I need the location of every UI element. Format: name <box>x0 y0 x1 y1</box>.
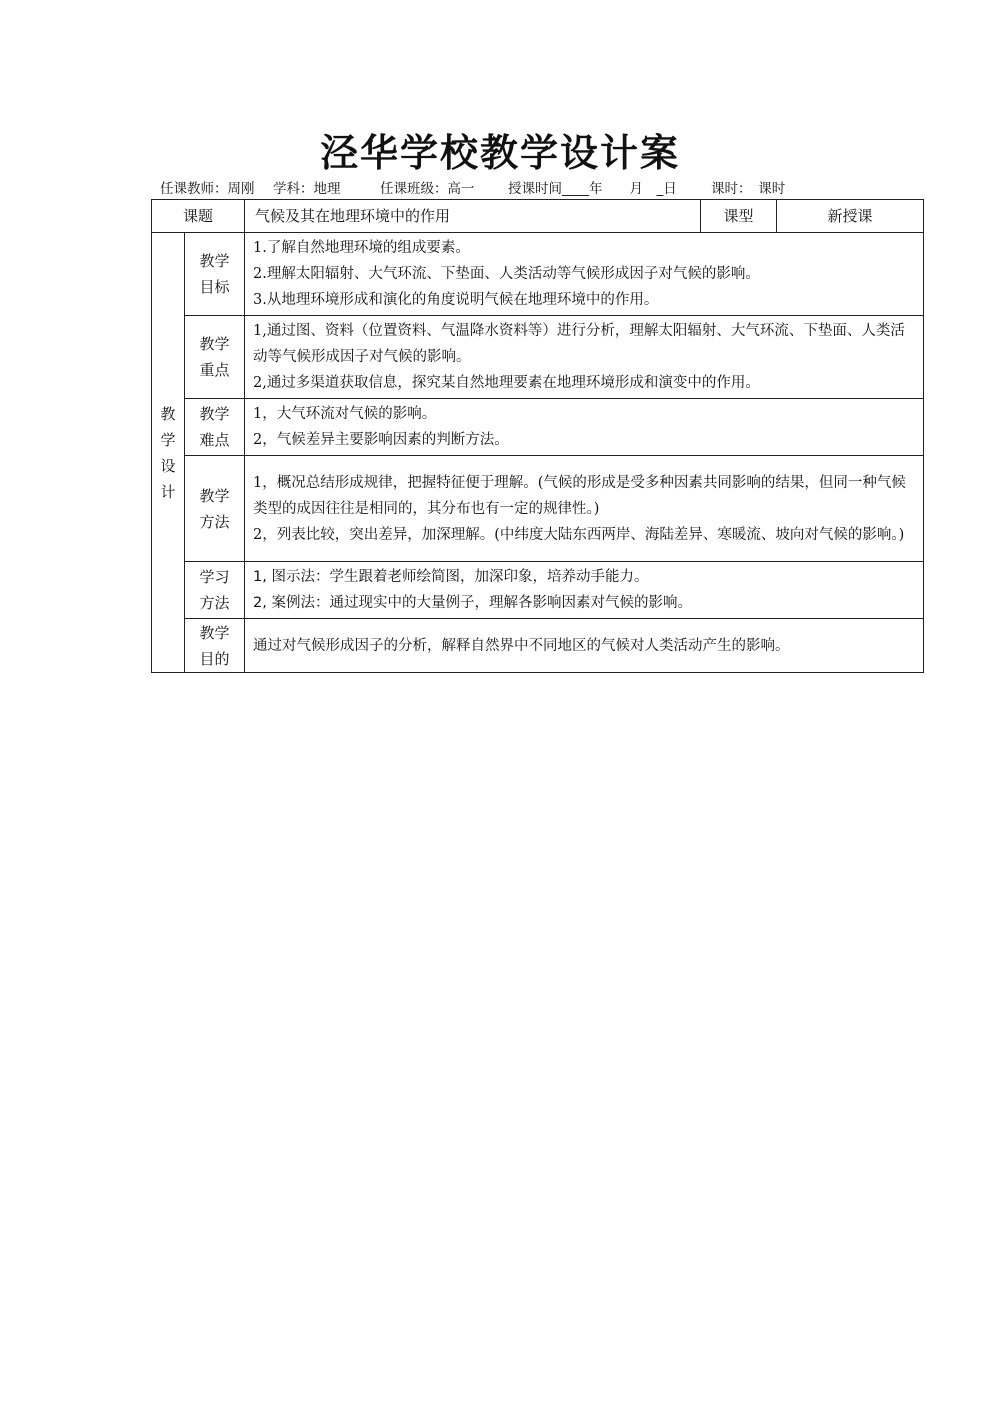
table-row <box>152 562 924 619</box>
page-title: 泾华学校教学设计案 <box>319 131 680 175</box>
table-row <box>152 456 924 562</box>
row-content: 1，概况总结形成规律，把握特征便于理解。(气候的形成是受多种因素共同影响的结果，但同一种气候类型的成因往往是相同的，其分布也有一定的规律性。) 2，列表比较，突出差异，加深理解。(中纬度大陆东西两岸、海陆差异、寒暖流、坡向对气候的影响。) <box>245 456 924 562</box>
header-meta <box>160 177 920 197</box>
row-label: 教学 目标 <box>185 233 245 316</box>
row-content: 1.了解自然地理环境的组成要素。 2.理解太阳辐射、大气环流、下垫面、人类活动等气候形成因子对气候的影响。 3.从地理环境形成和演化的角度说明气候在地理环境中的作用。 <box>245 233 924 316</box>
topic-label: 课题 <box>152 200 245 233</box>
time-field: 授课时间____年 月 _日 <box>508 181 677 197</box>
row-label: 教学 方法 <box>185 456 245 562</box>
subject-field: 学科：地理 <box>273 181 341 197</box>
topic-row <box>152 200 924 233</box>
table-row <box>152 233 924 316</box>
row-content: 通过对气候形成因子的分析，解释自然界中不同地区的气候对人类活动产生的影响。 <box>245 619 924 673</box>
class-field: 任课班级：高一 <box>380 181 475 197</box>
row-content: 1,通过图、资料（位置资料、气温降水资料等）进行分析，理解太阳辐射、大气环流、下垫面、人类活动等气候形成因子对气候的影响。 2,通过多渠道获取信息，探究某自然地理要素在地理环境形成和演变中的作用。 <box>245 316 924 399</box>
row-label: 教学 目的 <box>185 619 245 673</box>
table-row <box>152 316 924 399</box>
table-row <box>152 399 924 456</box>
row-content: 1，大气环流对气候的影响。 2，气候差异主要影响因素的判断方法。 <box>245 399 924 456</box>
topic-value: 气候及其在地理环境中的作用 <box>245 200 701 233</box>
row-label: 教学 重点 <box>185 316 245 399</box>
type-value: 新授课 <box>777 200 924 233</box>
section-label: 教 学 设 计 <box>152 233 185 673</box>
period-field: 课时： 课时 <box>711 181 786 197</box>
row-content: 1, 图示法：学生跟着老师绘简图，加深印象，培养动手能力。 2, 案例法：通过现实中的大量例子，理解各影响因素对气候的影响。 <box>245 562 924 619</box>
type-label: 课型 <box>701 200 777 233</box>
teacher-field: 任课教师：周刚 <box>160 181 255 197</box>
lesson-plan-table <box>151 199 924 673</box>
row-label: 学习 方法 <box>185 562 245 619</box>
table-row <box>152 619 924 673</box>
row-label: 教学 难点 <box>185 399 245 456</box>
